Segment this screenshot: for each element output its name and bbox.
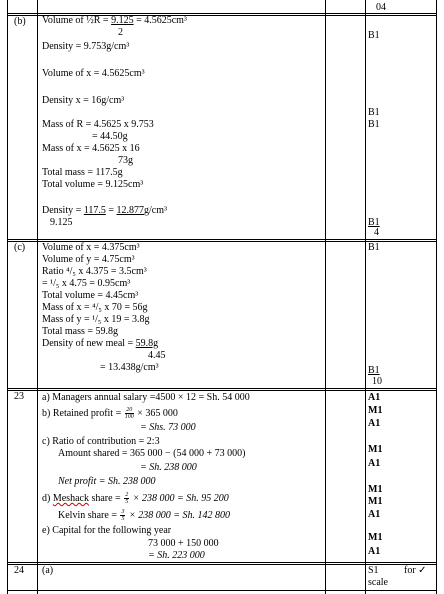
answer-line: Kelvin share = $\frac{3}{5}$ × 238 000 = Sh. 142 800 (58, 509, 230, 522)
answer-line: Total mass = 117.5g (42, 167, 123, 178)
table-border-left (7, 0, 8, 594)
column-divider (37, 0, 38, 594)
answer-denominator: 9.125 (50, 217, 73, 228)
answer-line: = Shs. 73 000 (140, 422, 196, 433)
mark: M1 (368, 532, 383, 543)
table-border-right (436, 0, 437, 594)
question-number: 23 (14, 391, 24, 402)
mark: A1 (368, 392, 381, 403)
answer-line: Amount shared = 365 000 − (54 000 + 73 000) (58, 448, 246, 459)
answer-line: = ¹/₅ x 4.75 = 0.95cm³ (42, 278, 131, 289)
column-divider (365, 0, 366, 594)
mark-note: for ✓ (404, 565, 427, 576)
mark: A1 (368, 509, 381, 520)
mark: B1 (368, 30, 380, 41)
answer-line: Mass of y = ¹/₅ x 19 = 3.8g (42, 314, 150, 325)
answer-line: = Sh. 223 000 (148, 550, 205, 561)
answer-line: Total volume = 9.125cm³ (42, 179, 144, 190)
answer-line: Total volume = 4.45cm³ (42, 290, 139, 301)
answer-line: e) Capital for the following year (42, 525, 172, 536)
answer-line: Ratio ⁴/₅ x 4.375 = 3.5cm³ (42, 266, 147, 277)
row-divider (7, 388, 436, 391)
answer-line: Density x = 16g/cm³ (42, 95, 125, 106)
answer-line: a) Managers annual salary =4500 × 12 = Sh. 54 000 (42, 392, 250, 403)
section-total: 10 (372, 376, 382, 387)
answer-line: d) Meshack share = $\frac{2}{5}$ × 238 000 = Sh. 95 200 (42, 492, 229, 505)
column-divider (325, 0, 326, 594)
mark: B1 (368, 119, 380, 130)
total-marks: 04 (376, 2, 386, 13)
answer-line: Volume of x = 4.5625cm³ (42, 68, 145, 79)
answer-line: c) Ratio of contribution = 2:3 (42, 436, 160, 447)
row-divider (7, 590, 436, 591)
mark: S1 (368, 565, 379, 576)
answer-line: Density of new meal = 59.8g (42, 338, 159, 349)
mark: B1 (368, 242, 380, 253)
mark: B1 (368, 107, 380, 118)
section-total: 4 (374, 227, 379, 238)
answer-line: Volume of ½R = 9.125 = 4.5625cm³ (42, 15, 187, 26)
answer-line: = 44.50g (92, 131, 128, 142)
mark: B1 (368, 365, 380, 376)
answer-line: = 13.438g/cm³ (100, 362, 159, 373)
answer-denominator: 2 (118, 27, 123, 38)
answer-line: Volume of y = 4.75cm³ (42, 254, 135, 265)
answer-denominator: 4.45 (148, 350, 166, 361)
answer-line: Volume of x = 4.375cm³ (42, 242, 140, 253)
answer-line: Total mass = 59.8g (42, 326, 119, 337)
mark: B1 (368, 217, 380, 228)
answer-line: = Sh. 238 000 (140, 462, 197, 473)
mark: M1 (368, 484, 383, 495)
question-number: 24 (14, 565, 24, 576)
section-label: (b) (14, 16, 26, 27)
answer-line: Mass of R = 4.5625 x 9.753 (42, 119, 154, 130)
answer-line: 73g (118, 155, 133, 166)
mark: A1 (368, 418, 381, 429)
answer-line: Mass of x = 4.5625 x 16 (42, 143, 140, 154)
answer-line: Mass of x = ⁴/₅ x 70 = 56g (42, 302, 148, 313)
answer-line: Density = 117.5 = 12.877g/cm³ (42, 205, 168, 216)
answer-line: Density = 9.753g/cm³ (42, 41, 130, 52)
mark: A1 (368, 458, 381, 469)
section-label: (c) (14, 242, 26, 253)
answer-line: b) Retained profit = $\frac{20}{100}$ × 365 000 (42, 407, 178, 420)
mark: A1 (368, 546, 381, 557)
mark: M1 (368, 444, 383, 455)
mark-note: scale (368, 577, 388, 588)
mark: M1 (368, 405, 383, 416)
section-label: (a) (42, 565, 54, 576)
answer-line: Net profit = Sh. 238 000 (58, 476, 156, 487)
mark: M1 (368, 496, 383, 507)
answer-line: 73 000 + 150 000 (148, 538, 219, 549)
